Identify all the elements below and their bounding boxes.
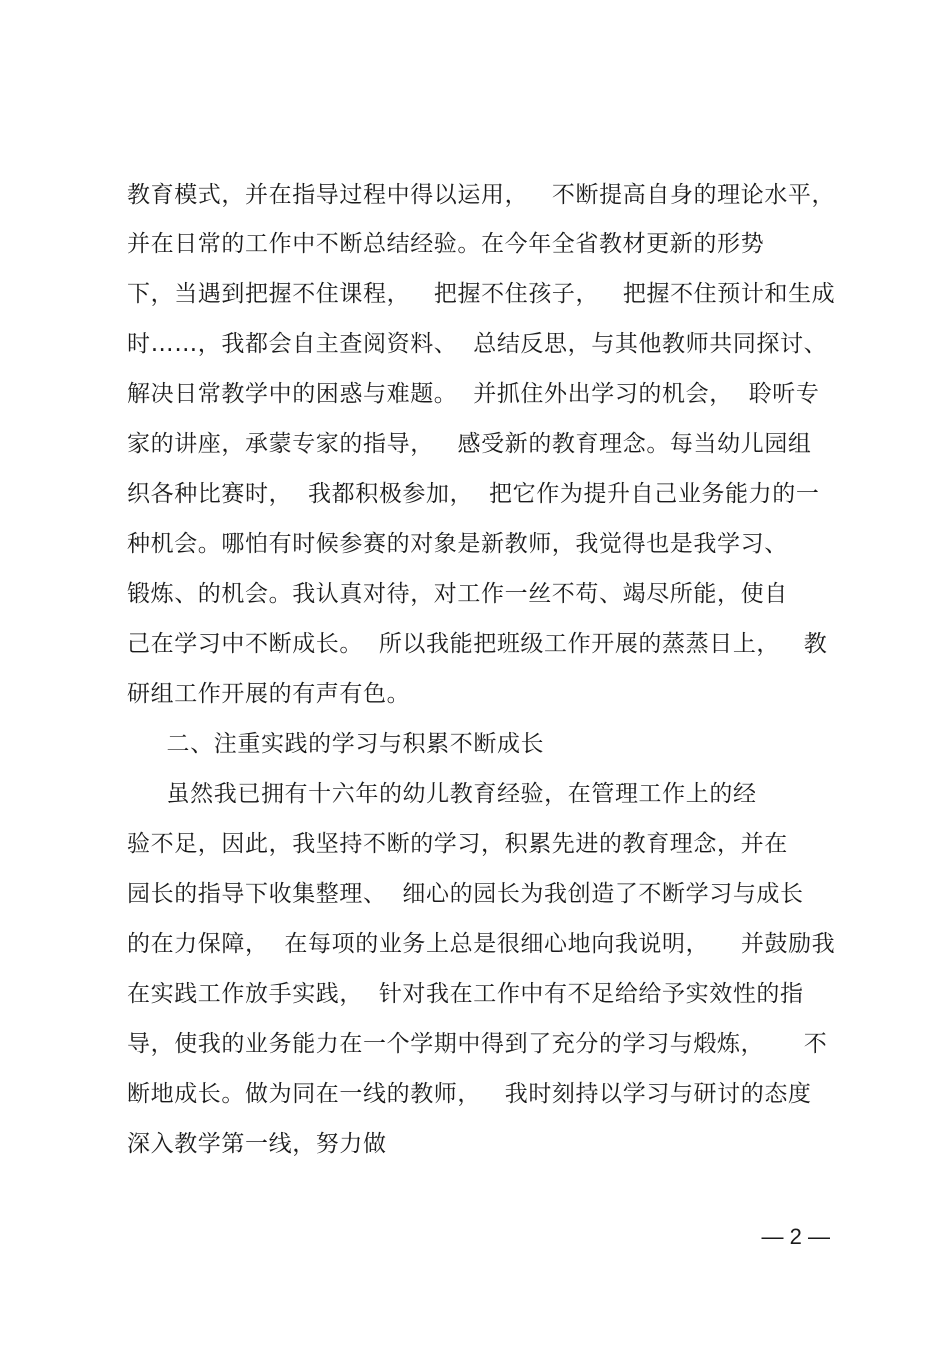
body-line-15: 园长的指导下收集整理、 细心的园长为我创造了不断学习与成长 [127,881,804,907]
body-line-8: 种机会。哪怕有时候参赛的对象是新教师，我觉得也是我学习、 [127,531,788,557]
body-line-6: 家的讲座，承蒙专家的指导， 感受新的教育理念。每当幼儿园组 [127,431,812,457]
body-line-5: 解决日常教学中的困惑与难题。 并抓住外出学习的机会， 聆听专 [127,381,820,407]
section-heading: 二、注重实践的学习与积累不断成长 [127,731,545,757]
body-line-13: 虽然我已拥有十六年的幼儿教育经验，在管理工作上的经 [127,781,757,807]
body-line-19: 断地成长。做为同在一线的教师， 我时刻持以学习与研讨的态度 [127,1081,812,1107]
body-line-7: 织各种比赛时， 我都积极参加， 把它作为提升自己业务能力的一 [127,481,820,507]
body-line-4: 时……，我都会自主查阅资料、 总结反思，与其他教师共同探讨、 [127,331,828,357]
body-line-20: 深入教学第一线，努力做 [127,1131,387,1157]
body-line-9: 锻炼、的机会。我认真对待，对工作一丝不苟、竭尽所能，使自 [127,581,788,607]
body-line-3: 下，当遇到把握不住课程， 把握不住孩子， 把握不住预计和生成 [127,281,836,307]
body-line-16: 的在力保障， 在每项的业务上总是很细心地向我说明， 并鼓励我 [127,931,836,957]
body-line-1: 教育模式，并在指导过程中得以运用， 不断提高自身的理论水平， [127,182,836,208]
body-line-18: 导，使我的业务能力在一个学期中得到了充分的学习与煅炼， 不 [127,1031,828,1057]
page-number: — 2 — [761,1224,830,1249]
body-line-10: 己在学习中不断成长。 所以我能把班级工作开展的蒸蒸日上， 教 [127,631,828,657]
body-line-11: 研组工作开展的有声有色。 [127,681,411,707]
body-line-14: 验不足，因此，我坚持不断的学习，积累先进的教育理念，并在 [127,831,788,857]
body-line-2: 并在日常的工作中不断总结经验。在今年全省教材更新的形势 [127,231,765,257]
body-line-17: 在实践工作放手实践， 针对我在工作中有不足给给予实效性的指 [127,981,804,1007]
